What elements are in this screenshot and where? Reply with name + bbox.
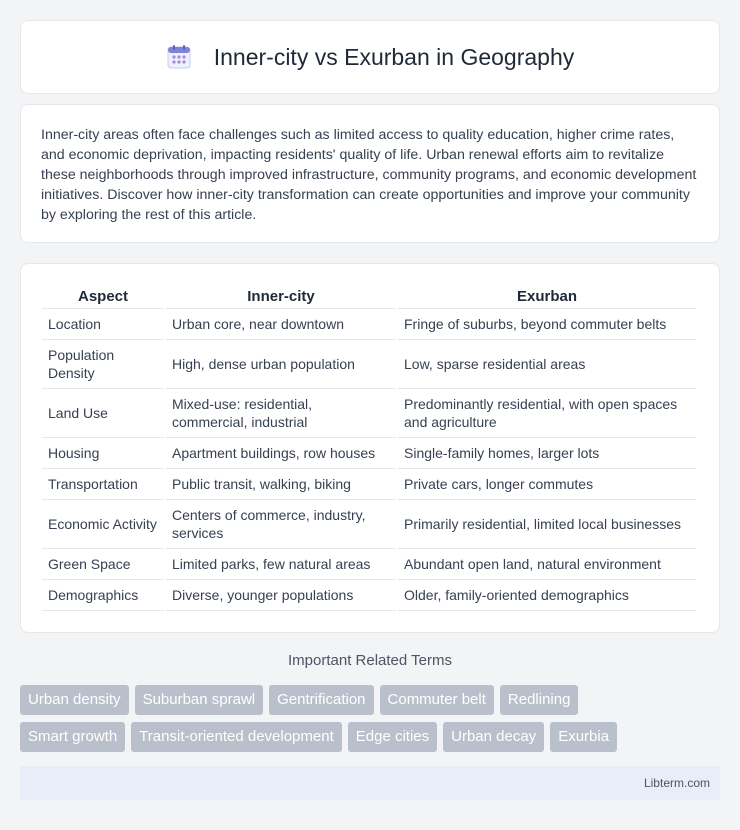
table-cell: Mixed-use: residential, commercial, industrial xyxy=(166,389,396,438)
table-cell: Fringe of suburbs, beyond commuter belts xyxy=(398,309,696,340)
tag-row xyxy=(20,722,720,752)
intro-card xyxy=(20,104,720,243)
table-cell: Public transit, walking, biking xyxy=(166,469,396,500)
table-cell: Housing xyxy=(42,438,164,469)
table-cell: Low, sparse residential areas xyxy=(398,340,696,389)
table-row xyxy=(42,389,696,438)
table-row xyxy=(42,469,696,500)
table-cell: High, dense urban population xyxy=(166,340,396,389)
table-cell: Older, family-oriented demographics xyxy=(398,580,696,611)
table-cell: Urban core, near downtown xyxy=(166,309,396,340)
column-header-aspect: Aspect xyxy=(42,284,164,309)
tag-smart-growth[interactable]: Smart growth xyxy=(20,722,125,752)
table-cell: Green Space xyxy=(42,549,164,580)
related-terms-tags xyxy=(20,685,720,759)
table-cell: Primarily residential, limited local businesses xyxy=(398,500,696,549)
tag-suburban-sprawl[interactable]: Suburban sprawl xyxy=(135,685,264,715)
table-row xyxy=(42,438,696,469)
table-cell: Land Use xyxy=(42,389,164,438)
table-header-row xyxy=(42,284,696,309)
tag-redlining[interactable]: Redlining xyxy=(500,685,579,715)
table-cell: Abundant open land, natural environment xyxy=(398,549,696,580)
related-terms-title: Important Related Terms xyxy=(288,652,452,669)
table-cell: Single-family homes, larger lots xyxy=(398,438,696,469)
table-cell: Private cars, longer commutes xyxy=(398,469,696,500)
comparison-card xyxy=(20,263,720,633)
footer xyxy=(20,766,720,800)
tag-commuter-belt[interactable]: Commuter belt xyxy=(380,685,494,715)
table-row xyxy=(42,340,696,389)
title-card xyxy=(20,20,720,94)
page-title: Inner-city vs Exurban in Geography xyxy=(213,43,575,70)
tag-edge-cities[interactable]: Edge cities xyxy=(348,722,437,752)
table-cell: Economic Activity xyxy=(42,500,164,549)
comparison-table xyxy=(40,284,698,611)
tag-exurbia[interactable]: Exurbia xyxy=(550,722,617,752)
table-cell: Apartment buildings, row houses xyxy=(166,438,396,469)
tag-row xyxy=(20,685,720,715)
tag-gentrification[interactable]: Gentrification xyxy=(269,685,373,715)
table-cell: Transportation xyxy=(42,469,164,500)
table-cell: Diverse, younger populations xyxy=(166,580,396,611)
tag-urban-decay[interactable]: Urban decay xyxy=(443,722,544,752)
table-cell: Centers of commerce, industry, services xyxy=(166,500,396,549)
table-cell: Predominantly residential, with open spaces and agriculture xyxy=(398,389,696,438)
table-cell: Limited parks, few natural areas xyxy=(166,549,396,580)
column-header-exurban: Exurban xyxy=(398,284,696,309)
calendar-icon xyxy=(166,44,192,70)
table-cell: Location xyxy=(42,309,164,340)
table-cell: Population Density xyxy=(42,340,164,389)
table-cell: Demographics xyxy=(42,580,164,611)
table-row xyxy=(42,580,696,611)
table-row xyxy=(42,549,696,580)
footer-site-link[interactable]: Libterm.com xyxy=(643,776,710,790)
column-header-inner-city: Inner-city xyxy=(166,284,396,309)
tag-transit-oriented-development[interactable]: Transit-oriented development xyxy=(131,722,342,752)
intro-paragraph: Inner-city areas often face challenges such as limited access to quality education, higher crime rates, and economic deprivation, impacting residents' quality of life. Urban renewal efforts aim to revitalize these neighborhoods through improved infrastructure, community programs, and economic development initiatives. Discover how inner-city transformation can create opportunities and improve your community by exploring the rest of this article. xyxy=(41,127,697,223)
tag-urban-density[interactable]: Urban density xyxy=(20,685,129,715)
table-row xyxy=(42,500,696,549)
table-row xyxy=(42,309,696,340)
